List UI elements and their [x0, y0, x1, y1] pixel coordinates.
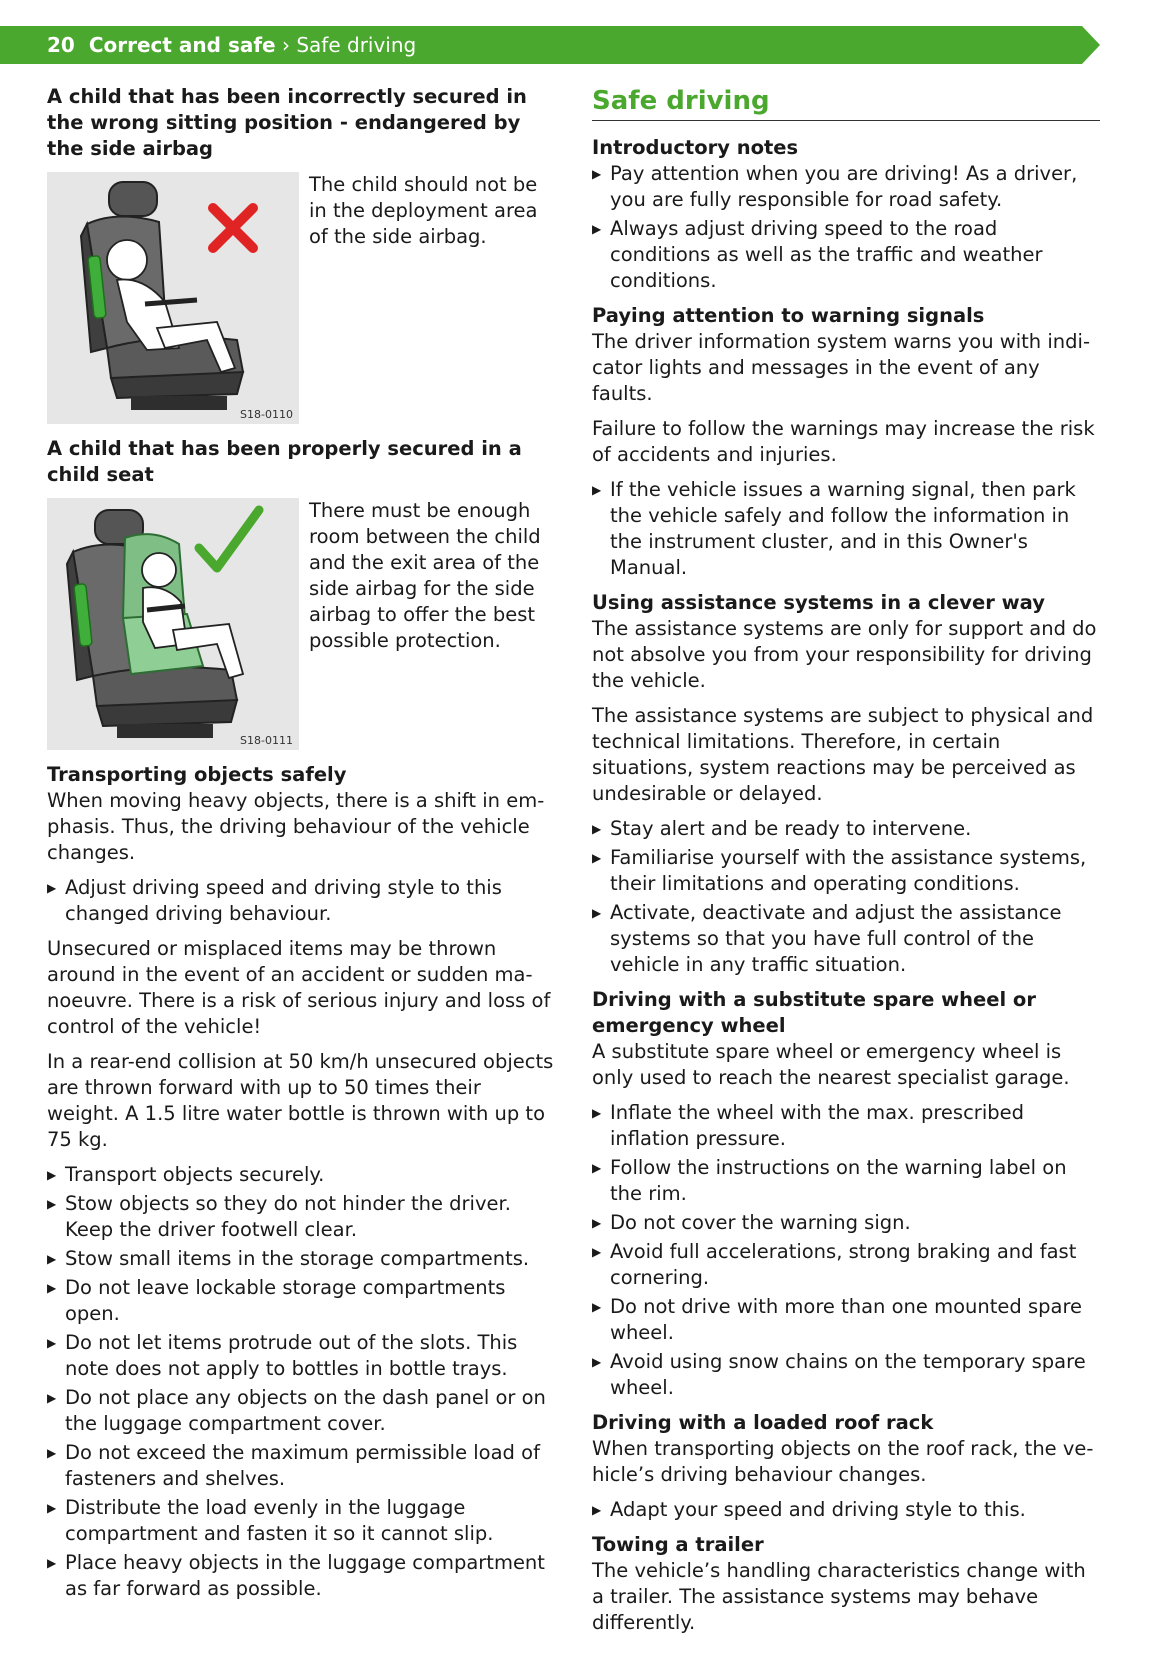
list-item: ▶ Inflate the wheel with the max. prescribed inflation pressure.: [592, 1100, 1100, 1152]
running-header: [47, 31, 416, 59]
figure2-heading: A child that has been properly secured in a child seat: [47, 437, 522, 486]
roof-bullets: [592, 1497, 1100, 1523]
roof-p1: When transporting objects on the roof rack, the vehicle’s driving behaviour changes.: [592, 1437, 1094, 1486]
intro-block: [592, 135, 1100, 294]
intro-bullets: [592, 161, 1100, 294]
figure-incorrect-child-seat: [47, 172, 299, 424]
roof-block: [592, 1410, 1100, 1523]
list-item: ▶ Follow the instructions on the warning label on the rim.: [592, 1155, 1100, 1207]
figure1-heading: A child that has been incorrectly secured in the wrong sitting position - endangered by the side airbag: [47, 85, 527, 160]
list-item: ▶ Distribute the load evenly in the luggage compartment and fasten it so it cannot slip.: [47, 1495, 555, 1547]
list-item: ▶ If the vehicle issues a warning signal, then park the vehicle safely and follow the information in the instrument cluster, and in this Owner's Manual.: [592, 477, 1100, 581]
list-item: ▶ Do not let items protrude out of the slots. This note does not apply to bottles in bottle trays.: [47, 1330, 555, 1382]
transport-bullets-1: [47, 875, 555, 927]
warning-block: [592, 303, 1100, 581]
transport-bullets-2: [47, 1162, 555, 1602]
list-item: ▶ Do not leave lockable storage compartments open.: [47, 1275, 555, 1327]
list-item: ▶ Pay attention when you are driving! As a driver, you are fully responsible for road safety.: [592, 161, 1100, 213]
list-item: ▶ Place heavy objects in the luggage compartment as far forward as possible.: [47, 1550, 555, 1602]
list-item: ▶ Do not drive with more than one mounted spare wheel.: [592, 1294, 1100, 1346]
transport-para3: In a rear-end collision at 50 km/h unsecured objects are thrown forward with up to 50 times their weight. A 1.5 litre water bottle is thrown with up to 75 kg.: [47, 1050, 554, 1151]
warning-p2: Failure to follow the warnings may increase the risk of accidents and injuries.: [592, 417, 1095, 466]
list-item: ▶ Stow small items in the storage compartments.: [47, 1246, 555, 1272]
figure2-code: S18-0111: [240, 734, 293, 747]
seat-illustration-correct: [47, 498, 299, 750]
spare-block: [592, 987, 1100, 1401]
transport-intro: When moving heavy objects, there is a shift in emphasis. Thus, the driving behaviour of the vehicle changes.: [47, 789, 545, 864]
list-item: ▶ Do not place any objects on the dash panel or on the luggage compartment cover.: [47, 1385, 555, 1437]
list-item: ▶ Activate, deactivate and adjust the assistance systems so that you have full control of the vehicle in any traffic situation.: [592, 900, 1100, 978]
right-column: [592, 84, 1100, 1645]
correct-check-icon: [199, 510, 259, 568]
warning-heading: Paying attention to warning signals: [592, 304, 985, 327]
spare-bullets: [592, 1100, 1100, 1401]
trailer-heading: Towing a trailer: [592, 1533, 764, 1556]
assist-bullets: [592, 816, 1100, 978]
figure2-caption: There must be enough room between the child and the exit area of the side airbag for the side airbag to offer the best possible protection.: [309, 499, 541, 652]
breadcrumb-section: Correct and safe: [88, 33, 276, 57]
figure2-row: [47, 498, 555, 750]
list-item: ▶ Adapt your speed and driving style to this.: [592, 1497, 1100, 1523]
list-item: ▶ Stow objects so they do not hinder the driver. Keep the driver footwell clear.: [47, 1191, 555, 1243]
wrong-x-icon: [213, 208, 253, 248]
spare-heading: Driving with a substitute spare wheel or emergency wheel: [592, 988, 1036, 1037]
intro-heading: Introductory notes: [592, 136, 799, 159]
seat-illustration-incorrect: [47, 172, 299, 424]
breadcrumb-separator: ›: [281, 33, 290, 57]
left-column: [47, 84, 555, 1611]
list-item: ▶ Avoid full accelerations, strong braking and fast cornering.: [592, 1239, 1100, 1291]
figure1-caption: The child should not be in the deployment area of the side airbag.: [309, 173, 538, 248]
figure1-row: [47, 172, 555, 424]
assist-block: [592, 590, 1100, 978]
section-title: Safe driving: [592, 84, 1100, 121]
trailer-p1: The vehicle’s handling characteristics change with a trailer. The assistance systems may behave differently.: [592, 1559, 1086, 1634]
transport-heading: Transporting objects safely: [47, 763, 347, 786]
figure1-code: S18-0110: [240, 408, 293, 421]
figure-correct-child-seat: [47, 498, 299, 750]
list-item: ▶ Stay alert and be ready to intervene.: [592, 816, 1100, 842]
assist-p1: The assistance systems are only for support and do not absolve you from your responsibility for driving the vehicle.: [592, 617, 1097, 692]
list-item: ▶ Do not cover the warning sign.: [592, 1210, 1100, 1236]
roof-heading: Driving with a loaded roof rack: [592, 1411, 934, 1434]
spare-p1: A substitute spare wheel or emergency wheel is only used to reach the nearest specialist garage.: [592, 1040, 1070, 1089]
warning-bullets: [592, 477, 1100, 581]
list-item: ▶ Always adjust driving speed to the road conditions as well as the traffic and weather conditions.: [592, 216, 1100, 294]
warning-p1: The driver information system warns you with indicator lights and messages in the event of any faults.: [592, 330, 1090, 405]
breadcrumb-subsection: Safe driving: [296, 33, 417, 57]
list-item: ▶ Transport objects securely.: [47, 1162, 555, 1188]
assist-heading: Using assistance systems in a clever way: [592, 591, 1045, 614]
list-item: ▶ Adjust driving speed and driving style to this changed driving behaviour.: [47, 875, 555, 927]
list-item: ▶ Do not exceed the maximum permissible load of fasteners and shelves.: [47, 1440, 555, 1492]
transport-para2: Unsecured or misplaced items may be thrown around in the event of an accident or sudden manoeuvre. There is a risk of serious injury and loss of control of the vehicle!: [47, 937, 551, 1038]
page-number: 20: [47, 33, 75, 57]
list-item: ▶ Familiarise yourself with the assistance systems, their limitations and operating conditions.: [592, 845, 1100, 897]
list-item: ▶ Avoid using snow chains on the temporary spare wheel.: [592, 1349, 1100, 1401]
trailer-block: [592, 1532, 1100, 1636]
assist-p2: The assistance systems are subject to physical and technical limitations. Therefore, in certain situations, system reactions may be perceived as undesirable or delayed.: [592, 704, 1094, 805]
